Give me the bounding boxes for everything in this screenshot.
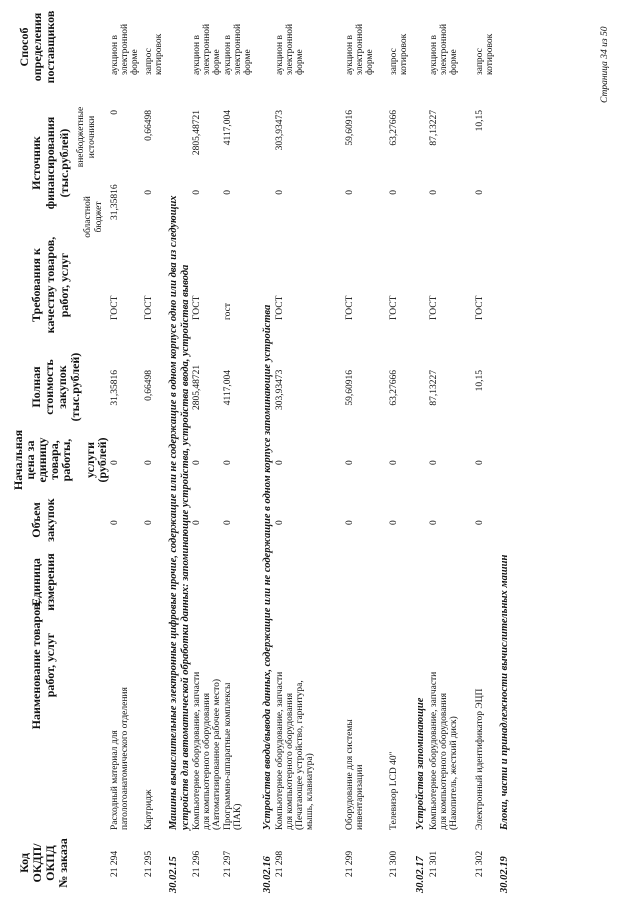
row-funding-offbudget: 0,66498: [144, 110, 154, 141]
row-total: 10,15: [475, 370, 485, 392]
row-name: (ПАК): [233, 803, 243, 830]
row-name: для компьютерного оборудования: [202, 693, 212, 830]
row-funding-offbudget: 303,93473: [275, 110, 285, 151]
header-method: Способ: [17, 27, 31, 67]
row-funding-regional: 0: [475, 190, 485, 195]
row-method: форме: [295, 49, 305, 75]
row-funding-offbudget: 87,13227: [429, 110, 439, 146]
row-price: 0: [110, 460, 120, 465]
row-price: 0: [475, 460, 485, 465]
row-funding-regional: 31,35816: [110, 184, 120, 220]
row-method: запрос: [475, 48, 485, 75]
row-price: 0: [345, 460, 355, 465]
header-method: поставщиков: [43, 10, 57, 84]
section-title: Устройства запоминающие: [415, 697, 426, 830]
header-name: работ, услуг: [43, 632, 57, 698]
header-requirements: качеству товаров,: [43, 236, 57, 334]
header-code: № заказа: [56, 838, 70, 888]
header-method: определения: [30, 12, 44, 82]
row-method: электронной: [120, 23, 130, 75]
row-volume: 0: [110, 520, 120, 525]
row-name: мышь, клавиатура): [305, 753, 315, 830]
row-method: форме: [243, 49, 253, 75]
row-funding-offbudget: 59,60916: [345, 110, 355, 146]
row-name: Компьютерное оборудование, запчасти: [192, 671, 202, 830]
header-funding-regional: областной: [83, 196, 93, 238]
header-start-price: работы,: [59, 438, 73, 482]
row-code: 21 298: [275, 850, 285, 877]
row-method: запрос: [389, 48, 399, 75]
row-method: электронной: [202, 23, 212, 75]
row-funding-offbudget: 4117,004: [223, 110, 233, 146]
row-funding-regional: 0: [192, 190, 202, 195]
row-name: для компьютерного оборудования: [285, 693, 295, 830]
header-funding-regional: бюджет: [94, 201, 104, 233]
row-price: 0: [223, 460, 233, 465]
section-code: 30.02.19: [499, 856, 510, 893]
section-title: Блоки, части и принадлежности вычислительных машин: [499, 554, 510, 830]
row-name: для компьютерного оборудования: [439, 693, 449, 830]
header-funding-offbudget: внебюджетные: [76, 106, 86, 168]
header-code: ОКПД: [43, 845, 57, 881]
row-method: котировок: [154, 33, 164, 75]
row-code: 21 297: [223, 850, 233, 877]
section-title: Машины вычислительные электронные цифровые прочие, содержащие или не содержащие в одном корпусе одно или два из следующих: [168, 195, 179, 830]
header-funding: (тыс.рублей): [57, 128, 71, 198]
row-volume: 0: [275, 520, 285, 525]
row-requirement: ГОСТ: [275, 295, 285, 320]
row-method: электронной: [285, 23, 295, 75]
row-volume: 0: [192, 520, 202, 525]
header-requirements: Требования к: [29, 248, 43, 322]
row-code: 21 296: [192, 850, 202, 877]
row-method: форме: [212, 49, 222, 75]
row-total: 63,27666: [389, 370, 399, 406]
section-title: устройств для автоматической обработки данных: запоминающие устройства, устройства ввода, устройства вывода: [180, 264, 191, 830]
row-volume: 0: [144, 520, 154, 525]
row-requirement: ГОСТ: [345, 295, 355, 320]
row-funding-regional: 0: [345, 190, 355, 195]
header-start-price: Начальная: [11, 429, 25, 491]
row-name: Компьютерное оборудование, запчасти: [429, 671, 439, 830]
header-total-cost: закупок: [55, 365, 69, 409]
row-method: котировок: [485, 33, 495, 75]
row-name: Программно-аппаратные комплексы: [223, 682, 233, 830]
row-method: аукцион в: [192, 35, 202, 75]
row-code: 21 294: [110, 850, 120, 877]
row-method: аукцион в: [345, 35, 355, 75]
row-price: 0: [389, 460, 399, 465]
header-requirements: работ, услуг: [57, 252, 71, 318]
row-total: 4117,004: [223, 370, 233, 406]
row-volume: 0: [389, 520, 399, 525]
row-name: инвентаризации: [355, 764, 365, 830]
row-funding-regional: 0: [144, 190, 154, 195]
row-total: 2805,48721: [192, 364, 202, 410]
section-code: 30.02.16: [262, 856, 273, 893]
row-method: электронной: [355, 23, 365, 75]
row-funding-offbudget: 10,15: [475, 110, 485, 132]
row-funding-regional: 0: [223, 190, 233, 195]
section-title: Устройства ввода/вывода данных, содержащие или не содержащие в одном корпусе запоминающие устройства: [262, 304, 273, 830]
row-requirement: ГОСТ: [192, 295, 202, 320]
row-code: 21 299: [345, 850, 355, 877]
row-price: 0: [275, 460, 285, 465]
row-name: Расходный материал для: [110, 730, 120, 830]
section-code: 30.02.15: [168, 856, 179, 893]
row-requirement: гост: [223, 302, 233, 320]
row-volume: 0: [429, 520, 439, 525]
row-volume: 0: [345, 520, 355, 525]
row-code: 21 301: [429, 850, 439, 877]
row-code: 21 295: [144, 850, 154, 877]
header-code: ОКДП/: [30, 843, 44, 883]
row-method: котировок: [399, 33, 409, 75]
row-method: электронной: [233, 23, 243, 75]
row-method: электронной: [439, 23, 449, 75]
row-name: (Автоматизированное рабочее место): [212, 678, 222, 830]
header-unit: Единица: [29, 558, 43, 606]
header-unit: измерения: [43, 553, 57, 611]
row-price: 0: [429, 460, 439, 465]
row-total: 303,93473: [275, 369, 285, 410]
header-funding-offbudget: источники: [87, 115, 97, 159]
header-start-price: цена за: [23, 440, 37, 480]
row-volume: 0: [475, 520, 485, 525]
header-start-price: единицу: [35, 437, 49, 483]
row-price: 0: [144, 460, 154, 465]
header-start-price: (рублей): [95, 437, 109, 483]
row-total: 87,13227: [429, 370, 439, 406]
header-funding: Источник: [29, 136, 43, 190]
row-requirement: ГОСТ: [144, 295, 154, 320]
row-requirement: ГОСТ: [110, 295, 120, 320]
row-funding-offbudget: 2805,48721: [192, 110, 202, 156]
row-requirement: ГОСТ: [389, 295, 399, 320]
row-funding-regional: 0: [275, 190, 285, 195]
row-name: Телевизор LCD 40": [389, 751, 399, 830]
row-funding-regional: 0: [429, 190, 439, 195]
section-code: 30.02.17: [415, 856, 426, 893]
header-funding: финансирования: [43, 116, 57, 210]
row-name: Электронный идентификатор ЭЦП: [475, 688, 485, 830]
header-name: Наименование товаров,: [29, 600, 43, 730]
row-method: аукцион в: [223, 35, 233, 75]
header-start-price: услуги: [83, 441, 97, 479]
row-name: Компьютерное оборудование, запчасти: [275, 671, 285, 830]
row-code: 21 300: [389, 850, 399, 877]
page-footer: Страница 34 из 50: [600, 26, 610, 103]
row-method: форме: [365, 49, 375, 75]
row-volume: 0: [223, 520, 233, 525]
header-total-cost: стоимость: [42, 359, 56, 415]
row-method: аукцион в: [110, 35, 120, 75]
row-method: форме: [130, 49, 140, 75]
row-price: 0: [192, 460, 202, 465]
row-total: 59,60916: [345, 370, 355, 406]
row-name: патологоанатомического отделения: [120, 687, 130, 830]
row-requirement: ГОСТ: [429, 295, 439, 320]
header-volume: закупок: [43, 498, 57, 542]
row-code: 21 302: [475, 850, 485, 877]
row-name: (Печатающее устройство, гарнитура,: [295, 680, 305, 830]
row-requirement: ГОСТ: [475, 295, 485, 320]
header-code: Код: [17, 853, 31, 873]
row-method: аукцион в: [429, 35, 439, 75]
row-funding-offbudget: 63,27666: [389, 110, 399, 146]
row-total: 31,35816: [110, 370, 120, 406]
row-method: форме: [449, 49, 459, 75]
row-funding-offbudget: 0: [110, 110, 120, 115]
header-total-cost: (тыс.рублей): [68, 352, 82, 422]
row-name: (Накопитель, жесткий диск): [449, 716, 459, 830]
row-name: Картридж: [144, 789, 154, 830]
row-name: Оборудование для системы: [345, 719, 355, 830]
row-method: аукцион в: [275, 35, 285, 75]
row-method: запрос: [144, 48, 154, 75]
row-total: 0,66498: [144, 370, 154, 401]
header-volume: Объем: [29, 502, 43, 538]
header-total-cost: Полная: [29, 366, 43, 408]
row-funding-regional: 0: [389, 190, 399, 195]
header-start-price: товара,: [47, 440, 61, 480]
